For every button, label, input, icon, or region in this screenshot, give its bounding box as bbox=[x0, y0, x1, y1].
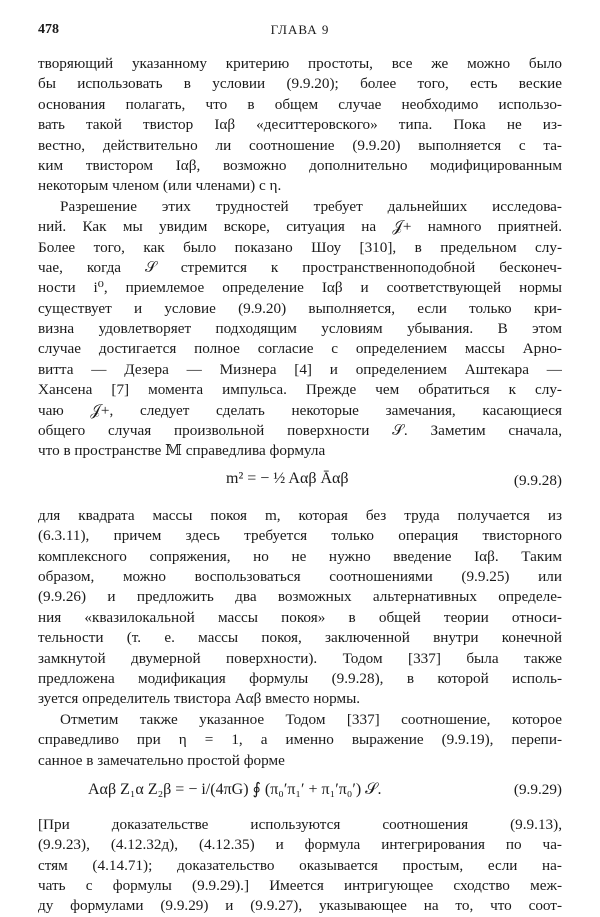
equation-formula: m² = − ½ Aαβ Āαβ bbox=[226, 469, 349, 487]
equation-number: (9.9.29) bbox=[513, 780, 562, 798]
text-line: некоторым членом (или членами) с η. bbox=[38, 177, 282, 195]
running-head: ГЛАВА 9 bbox=[270, 22, 330, 37]
text-line: случае достигается полное согласие с определением массы Арно- bbox=[38, 340, 562, 358]
equation-formula: Aαβ Z₁α Z₂β = − i/(4πG) ∮ (π₀′π₁′ + π₁′π₀′) 𝒮. bbox=[88, 780, 382, 798]
text-line: для квадрата массы покоя m, которая без труда получается из bbox=[38, 506, 562, 524]
text-line: Разрешение этих трудностей требует дальнейших исследова- bbox=[60, 197, 562, 215]
text-line: (9.9.26) и предложить два возможных альтернативных определе- bbox=[38, 588, 562, 606]
page-number: 478 bbox=[38, 22, 59, 37]
body-text bbox=[38, 54, 562, 917]
text-line: Хансена [7] момента импульса. Прежде чем обратиться к слу- bbox=[38, 381, 562, 399]
text-line: ду формулами (9.9.29) и (9.9.27), указывающее на то, что соот- bbox=[38, 897, 562, 915]
text-line: основания полагать, что в общем случае необходимо использо- bbox=[38, 95, 562, 113]
text-line: вать такой твистор Iαβ «деситтеровского» типа. Пока не из- bbox=[38, 116, 562, 134]
text-line: творяющий указанному критерию простоты, все же можно было bbox=[38, 55, 562, 72]
text-line: Более того, как было показано Шоу [310], в предельном слу- bbox=[38, 238, 562, 256]
text-line: тельности (т. е. массы покоя, заключенной внутри конечной bbox=[38, 629, 562, 647]
display-equation bbox=[38, 462, 562, 506]
text-line: [При доказательстве используются соотношения (9.9.13), bbox=[38, 815, 562, 833]
text-line: чать с формулы (9.9.29).] Имеется интригующее сходство меж- bbox=[38, 877, 562, 895]
equation-number: (9.9.28) bbox=[513, 471, 562, 489]
text-line: ким твистором Iαβ, возможно дополнительно модифицированным bbox=[38, 156, 562, 174]
text-line: замкнутой двумерной поверхности). Тодом [337] была также bbox=[38, 649, 562, 667]
text-line: ний. Как мы увидим вскоре, ситуация на 𝒥+ намного приятней. bbox=[38, 218, 562, 236]
text-line: визна удовлетворяет подходящим условиям убывания. В этом bbox=[38, 320, 562, 338]
display-equation bbox=[38, 771, 562, 815]
text-line: что в пространстве 𝕄 справедлива формула bbox=[38, 442, 326, 460]
text-line: зуется определитель твистора Aαβ вместо нормы. bbox=[38, 690, 361, 708]
text-line: стям (4.14.71); доказательство оказывается простым, если на- bbox=[38, 856, 562, 874]
text-line: предложена модификация формулы (9.9.28), в которой исполь- bbox=[38, 669, 562, 687]
text-line: комплексного сопряжения, но не нужно введение Iαβ. Таким bbox=[38, 547, 562, 565]
text-line: витта — Дезера — Мизнера [4] и определением Аштекара — bbox=[38, 360, 562, 378]
text-line: вестно, действительно ли соотношение (9.9.20) выполняется с та- bbox=[38, 136, 562, 154]
text-line: общего случая произвольной поверхности 𝒮. Заметим сначала, bbox=[38, 422, 562, 440]
text-line: бы использовать в условии (9.9.20); более того, есть веские bbox=[38, 75, 562, 93]
text-line: ния «квазилокальной массы покоя» в общей теории относи- bbox=[38, 608, 562, 626]
text-line: Отметим также указанное Тодом [337] соотношение, которое bbox=[60, 710, 562, 728]
text-line: чае, когда 𝒮 стремится к пространственноподобной бесконеч- bbox=[38, 258, 562, 276]
page-header bbox=[38, 22, 562, 44]
text-line: (6.3.11), причем здесь требуется только операция твисторного bbox=[38, 527, 562, 545]
text-line: справедливо при η = 1, а именно выражение (9.9.19), перепи- bbox=[38, 731, 562, 749]
text-line: чаю 𝒥+, следует сделать некоторые замечания, касающиеся bbox=[38, 401, 562, 419]
text-line: санное в замечательно простой форме bbox=[38, 751, 285, 769]
text-line: (9.9.23), (4.12.32д), (4.12.35) и формула интегрирования по ча- bbox=[38, 836, 562, 854]
text-line: ности i⁰, приемлемое определение Iαβ и соответствующей нормы bbox=[38, 279, 562, 297]
text-line: существует и условие (9.9.20) выполняется, если только кри- bbox=[38, 299, 562, 317]
text-line: образом, можно воспользоваться соотношениями (9.9.25) или bbox=[38, 567, 562, 585]
